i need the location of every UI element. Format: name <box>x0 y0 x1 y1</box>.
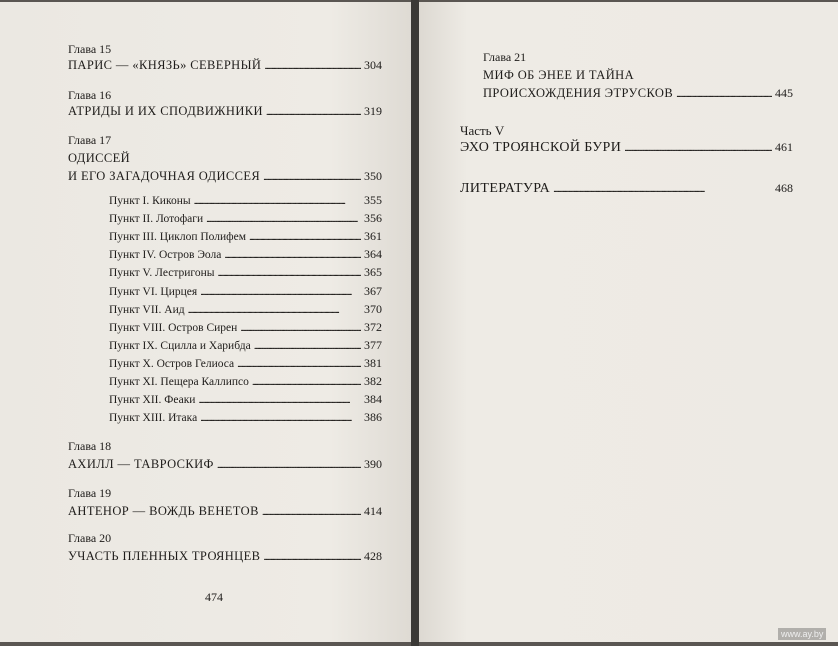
subitem-title: Пункт XII. Феаки <box>109 394 196 407</box>
page-ref: 356 <box>364 211 382 226</box>
toc-line <box>68 169 382 184</box>
chapter-title: АХИЛЛ — ТАВРОСКИФ <box>68 457 214 471</box>
page-ref: 468 <box>775 181 793 195</box>
subitem-title: Пункт II. Лотофаги <box>109 213 204 226</box>
subitem-title: Пункт III. Циклоп Полифем <box>109 231 246 244</box>
book-gutter <box>411 0 419 646</box>
chapter-title: АНТЕНОР — ВОЖДЬ ВЕНЕТОВ <box>68 504 259 518</box>
leader-dots <box>624 140 772 155</box>
toc-line <box>460 181 793 196</box>
subitem-row <box>109 284 382 299</box>
chapter-title-line1: МИФ ОБ ЭНЕЕ И ТАЙНА <box>483 68 635 82</box>
subitem-row <box>109 193 382 208</box>
subitem-row <box>109 410 382 425</box>
subitem-title: Пункт VII. Аид <box>109 303 185 316</box>
subitem-title: Пункт VIII. Остров Сирен <box>109 321 238 334</box>
chapter-label: Глава 16 <box>68 88 112 102</box>
page-ref: 370 <box>364 301 382 316</box>
chapter-label: Глава 21 <box>483 50 527 64</box>
page-ref: 361 <box>364 229 382 244</box>
subitem-row <box>109 229 382 244</box>
subitem-title: Пункт IV. Остров Эола <box>109 249 222 262</box>
page-ref: 428 <box>364 549 382 563</box>
subitem-title: Пункт XI. Пещера Каллипсо <box>109 376 249 388</box>
page-ref: 372 <box>364 319 382 334</box>
leader-dots <box>676 86 772 101</box>
part-label: Часть V <box>460 123 505 138</box>
chapter-label: Глава 17 <box>68 133 112 147</box>
part-title: ЭХО ТРОЯНСКОЙ БУРИ <box>460 140 622 155</box>
leader-dots <box>224 248 361 262</box>
subitem-row <box>109 392 382 407</box>
subitem-title: Пункт V. Лестригоны <box>109 267 215 280</box>
subitem-title: Пункт XIII. Итака <box>109 412 198 425</box>
subitem-title: Пункт I. Киконы <box>109 195 191 207</box>
toc-entry-chapter-18 <box>68 439 382 472</box>
toc-line <box>68 104 382 119</box>
page-ref: 367 <box>364 283 382 298</box>
chapter-title: УЧАСТЬ ПЛЕННЫХ ТРОЯНЦЕВ <box>68 549 261 563</box>
toc-line <box>68 549 382 564</box>
toc-line <box>460 140 793 155</box>
subitem-row <box>109 247 382 262</box>
leader-dots <box>198 393 361 407</box>
leader-dots <box>200 285 361 299</box>
subitem-row <box>109 265 382 280</box>
subitem-row <box>109 356 382 371</box>
chapter-title: АТРИДЫ И ИХ СПОДВИЖНИКИ <box>68 104 263 118</box>
toc-entry-chapter-21 <box>483 50 793 101</box>
toc-line <box>68 457 382 472</box>
subitem-row <box>109 211 382 226</box>
leader-dots <box>188 303 361 317</box>
chapter-label: Глава 20 <box>68 531 112 545</box>
page-ref: 445 <box>775 86 793 100</box>
page-ref: 382 <box>364 374 382 388</box>
toc-entry-chapter-20 <box>68 531 382 564</box>
page-number: 474 <box>205 590 223 604</box>
page-ref: 304 <box>364 58 382 72</box>
page-ref: 377 <box>364 337 382 352</box>
toc-entry-part-5 <box>460 124 793 155</box>
leader-dots <box>264 58 361 73</box>
leader-dots <box>200 411 361 425</box>
page-ref: 364 <box>364 247 382 262</box>
page-ref: 386 <box>364 410 382 425</box>
leader-dots <box>237 357 361 371</box>
page-ref: 384 <box>364 392 382 407</box>
toc-line <box>483 86 793 101</box>
leader-dots <box>194 194 361 208</box>
chapter-title: ПРОИСХОЖДЕНИЯ ЭТРУСКОВ <box>483 86 674 100</box>
chapter-title: ПАРИС — «КНЯЗЬ» СЕВЕРНЫЙ <box>68 58 262 72</box>
subitem-row <box>109 374 382 389</box>
leader-dots <box>266 104 361 119</box>
chapter-label: Глава 18 <box>68 439 112 453</box>
chapter-title: И ЕГО ЗАГАДОЧНАЯ ОДИССЕЯ <box>68 169 261 183</box>
toc-entry-chapter-17 <box>68 133 382 184</box>
chapter-label: Глава 19 <box>68 486 112 500</box>
literature-title: ЛИТЕРАТУРА <box>460 181 551 196</box>
page-ref: 365 <box>364 265 382 280</box>
subitem-title: Пункт X. Остров Гелиоса <box>109 357 235 370</box>
toc-line <box>68 504 382 519</box>
chapter-label: Глава 15 <box>68 42 112 56</box>
leader-dots <box>263 549 361 564</box>
page-ref: 414 <box>364 504 382 518</box>
leader-dots <box>262 504 361 519</box>
page-ref: 381 <box>364 355 382 370</box>
chapter-title-line1: ОДИССЕЙ <box>68 151 131 165</box>
toc-entry-literature <box>460 181 793 196</box>
toc-entry-chapter-16 <box>68 88 382 119</box>
leader-dots <box>553 181 772 196</box>
subitem-title: Пункт VI. Цирцея <box>109 285 198 298</box>
toc-entry-chapter-15 <box>68 42 382 73</box>
page-ref: 355 <box>364 193 382 207</box>
leader-dots <box>254 339 361 353</box>
toc-entry-chapter-19 <box>68 486 382 519</box>
watermark-text: www.ay.by <box>778 628 826 640</box>
page-ref: 319 <box>364 104 382 118</box>
leader-dots <box>217 457 361 472</box>
leader-dots <box>206 212 361 226</box>
subitem-title: Пункт IX. Сцилла и Харибда <box>109 339 251 352</box>
subitem-row <box>109 320 382 335</box>
leader-dots <box>240 321 361 335</box>
page-ref: 350 <box>364 169 382 183</box>
toc-line <box>68 58 382 73</box>
page-ref: 461 <box>775 140 793 154</box>
leader-dots <box>249 230 361 244</box>
subitem-row <box>109 338 382 353</box>
subitem-row <box>109 302 382 317</box>
leader-dots <box>252 375 361 389</box>
leader-dots <box>217 266 361 280</box>
page-ref: 390 <box>364 457 382 471</box>
leader-dots <box>263 169 361 184</box>
